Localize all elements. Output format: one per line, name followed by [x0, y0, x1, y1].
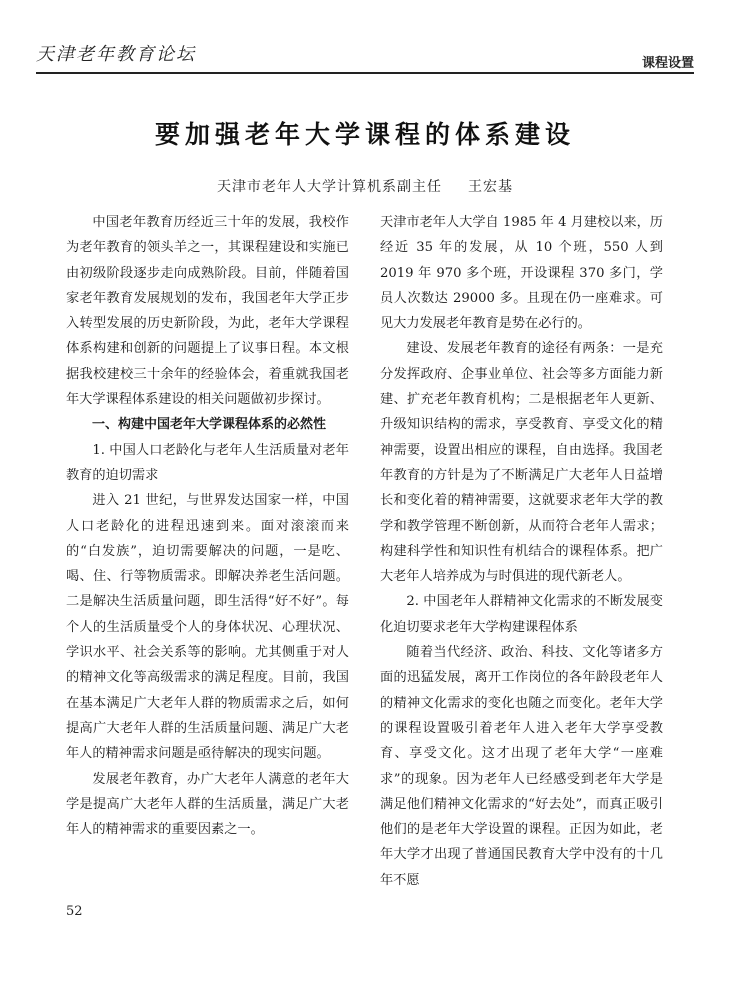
subsection-heading: 2. 中国老年人群精神文化需求的不断发展变化迫切要求老年大学构建课程体系 — [380, 594, 663, 635]
paragraph: 随着当代经济、政治、科技、文化等诸多方面的迅猛发展，离开工作岗位的各年龄段老年人的精神文化需求的变化也随之而变化。老年大学的课程设置吸引着老年人进入老年大学享受教育、享受文化。这才出现了老年大学“一座难求”的现象。因为老年人已经感受到老年大学是满足他们精神文化需求的“好去处”，而真正吸引他们的是老年大学设置的课程。正因为如此，老年大学才出现了普通国民教育大学中没有的十几年不愿 — [380, 645, 663, 888]
paragraph: 发展老年教育，办广大老年人满意的老年大学是提高广大老年人群的生活质量，满足广大老年人的精神需求的重要因素之一。 — [66, 771, 349, 838]
right-column — [380, 210, 663, 893]
page-header — [36, 36, 694, 72]
paragraph: 中国老年教育历经近三十年的发展，我校作为老年教育的领头羊之一，其课程建设和实施已由初级阶段逐步走向成熟阶段。目前，伴随着国家老年教育发展规划的发布，我国老年大学正步入转型发展的历史新阶段，为此，老年大学课程体系构建和创新的问题提上了议事日程。本文根据我校建校三十余年的经验体会，着重就我国老年大学课程体系建设的相关问题做初步探讨。 — [66, 215, 349, 408]
author-name: 王宏基 — [468, 179, 513, 195]
article-title: 要加强老年大学课程的体系建设 — [154, 120, 575, 149]
subsection-heading: 1. 中国人口老龄化与老年人生活质量对老年教育的迫切需求 — [66, 442, 349, 483]
paragraph: 进入 21 世纪，与世界发达国家一样，中国人口老龄化的进程迅速到来。面对滚滚而来的“白发族”，迫切需要解决的问题，一是吃、喝、住、行等物质需求。即解决养老生活问题。二是解决生活质量问题，即生活得“好不好”。每个人的生活质量受个人的身体状况、心理状况、学识水平、社会关系等的影响。尤其侧重于对人的精神文化等高级需求的满足程度。目前，我国在基本满足广大老年人群的物质需求之后，如何提高广大老年人群的生活质量问题、满足广大老年人的精神需求问题是亟待解决的现实问题。 — [66, 493, 349, 762]
paragraph: 建设、发展老年教育的途径有两条：一是充分发挥政府、企事业单位、社会等多方面能力新建、扩充老年教育机构；二是根据老年人更新、升级知识结构的需求，享受教育、享受文化的精神需要，设置出相应的课程，自由选择。我国老年教育的方针是为了不断满足广大老年人日益增长和变化着的精神需要，这就要求老年大学的教学和教学管理不断创新，从而符合老年人需求；构建科学性和知识性有机结合的课程体系。把广大老年人培养成为与时俱进的现代新老人。 — [380, 341, 663, 585]
header-divider — [36, 72, 694, 74]
byline — [0, 176, 730, 196]
section-heading: 一、构建中国老年大学课程体系的必然性 — [92, 417, 327, 433]
left-column — [66, 210, 349, 842]
page-number: 52 — [66, 904, 83, 919]
author-affiliation: 天津市老年人大学计算机系副主任 — [217, 179, 442, 195]
section-label: 课程设置 — [641, 56, 694, 71]
journal-logo: 天津老年教育论坛 — [36, 44, 196, 65]
paragraph: 天津市老年人大学自 1985 年 4 月建校以来，历经近 35 年的发展，从 10 个班，550 人到 2019 年 970 多个班，开设课程 370 多门，学员人次数达 29000 多。且现在仍一座难求。可见大力发展老年教育是势在必行的。 — [380, 215, 663, 332]
